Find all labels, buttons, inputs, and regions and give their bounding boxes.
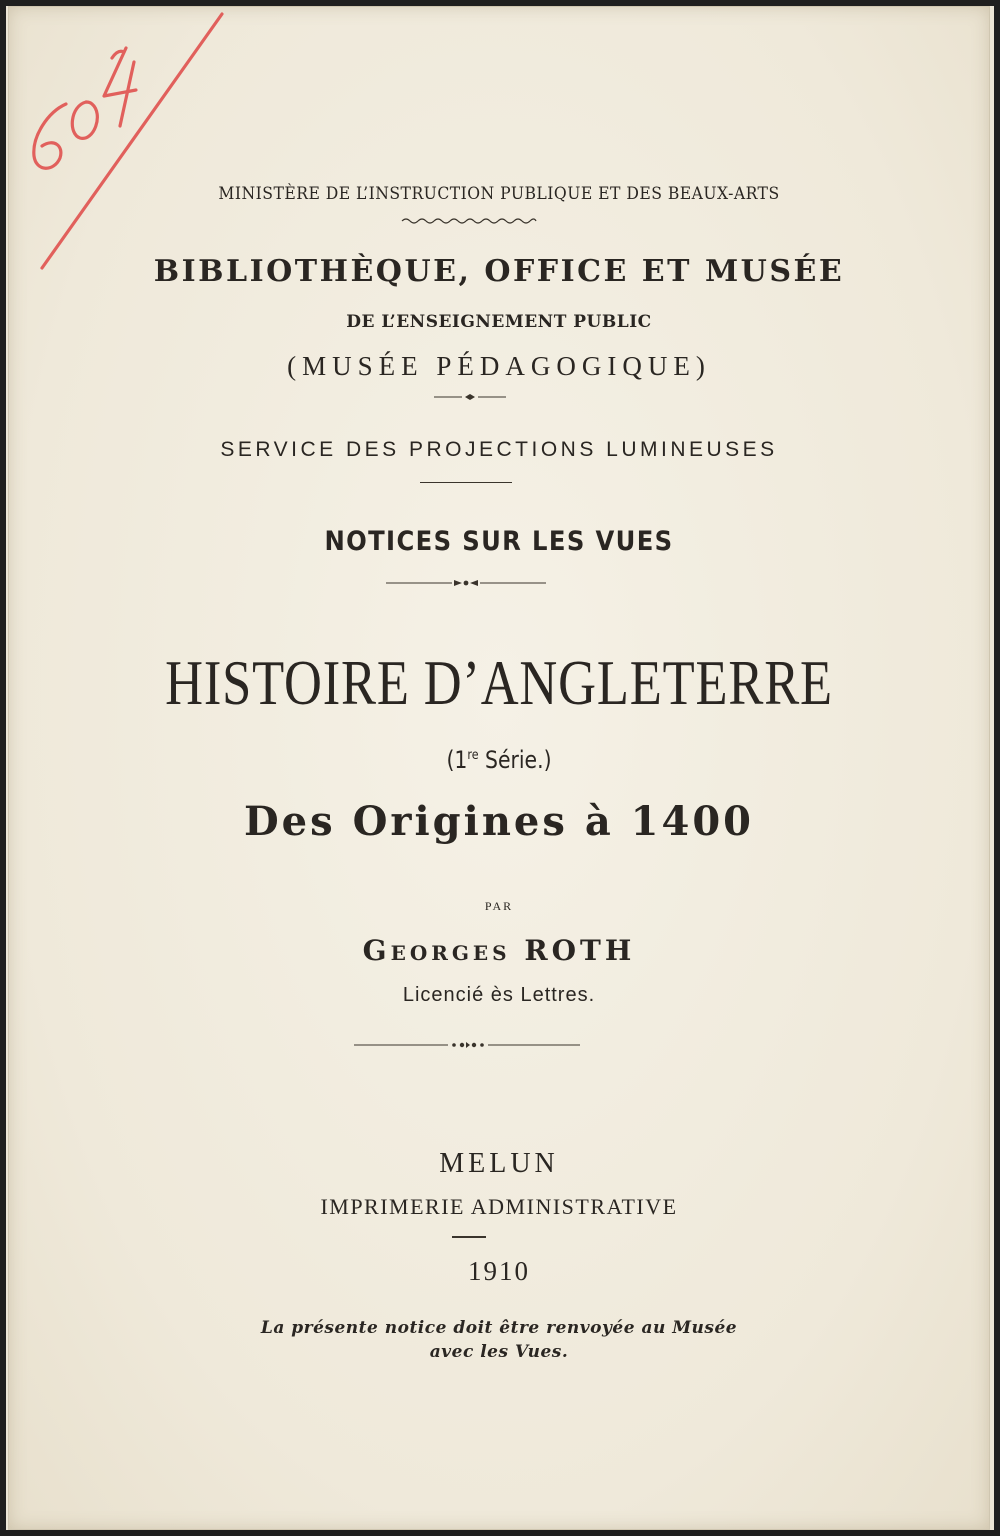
- notices-heading: NOTICES SUR LES VUES: [324, 526, 674, 557]
- by-label: PAR: [484, 899, 514, 913]
- author-name: Georges ROTH: [362, 934, 636, 967]
- year-rule: [452, 1236, 486, 1238]
- author-degree: Licencié ès Lettres.: [402, 984, 596, 1006]
- ornament-rule-lower: [352, 1040, 582, 1050]
- city: MELUN: [439, 1148, 559, 1179]
- printer: IMPRIMERIE ADMINISTRATIVE: [320, 1194, 678, 1219]
- document-page: [8, 6, 990, 1530]
- publication-year: 1910: [468, 1256, 530, 1286]
- red-pencil-mark: [8, 6, 268, 296]
- ministry-line: MINISTÈRE DE L’INSTRUCTION PUBLIQUE ET DES BEAUX-ARTS: [218, 184, 780, 204]
- return-note-line-1: La présente notice doit être renvoyée au Musée: [260, 1318, 738, 1338]
- institution-title: BIBLIOTHÈQUE, OFFICE ET MUSÉE: [153, 254, 845, 289]
- short-rule: [420, 482, 512, 483]
- institution-subtitle: DE L’ENSEIGNEMENT PUBLIC: [346, 312, 652, 332]
- museum-name: (MUSÉE PÉDAGOGIQUE): [287, 351, 711, 381]
- small-ornament-divider: [432, 392, 508, 402]
- subtitle: Des Origines à 1400: [243, 798, 754, 845]
- series-label: (1re Série.): [446, 746, 552, 774]
- ornament-rule: [384, 578, 548, 588]
- wavy-divider: [400, 216, 538, 226]
- main-title: HISTOIRE D’ANGLETERRE: [165, 647, 833, 718]
- service-line: SERVICE DES PROJECTIONS LUMINEUSES: [220, 438, 778, 461]
- return-note-line-2: avec les Vues.: [429, 1342, 569, 1362]
